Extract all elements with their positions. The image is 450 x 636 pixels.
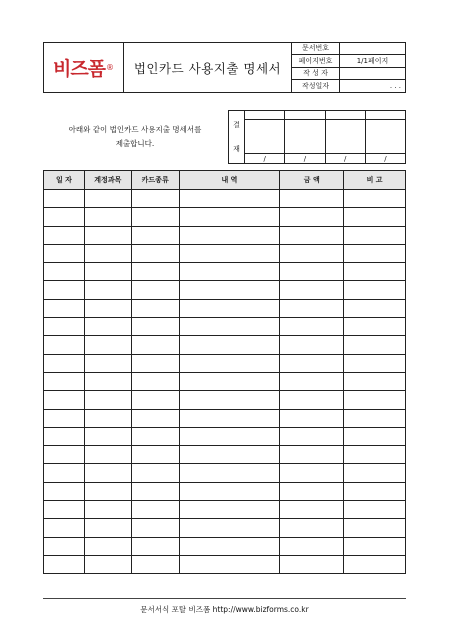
details-cell[interactable] bbox=[179, 537, 280, 555]
account-cell[interactable] bbox=[84, 226, 131, 244]
date-cell[interactable] bbox=[44, 226, 85, 244]
details-cell[interactable] bbox=[179, 409, 280, 427]
amount-cell[interactable] bbox=[280, 464, 344, 482]
ledger-body bbox=[44, 190, 406, 574]
amount-cell[interactable] bbox=[280, 482, 344, 500]
remarks-cell[interactable] bbox=[344, 537, 406, 555]
approval-signature-box[interactable] bbox=[325, 120, 365, 154]
table-row bbox=[44, 446, 406, 464]
account-cell[interactable] bbox=[84, 519, 131, 537]
remarks-cell[interactable] bbox=[344, 208, 406, 226]
registered-mark: ® bbox=[106, 63, 115, 72]
amount-cell[interactable] bbox=[280, 427, 344, 445]
amount-cell[interactable] bbox=[280, 409, 344, 427]
amount-cell[interactable] bbox=[280, 336, 344, 354]
date-cell[interactable] bbox=[44, 482, 85, 500]
details-cell[interactable] bbox=[179, 354, 280, 372]
details-cell[interactable] bbox=[179, 427, 280, 445]
account-cell[interactable] bbox=[84, 336, 131, 354]
account-cell[interactable] bbox=[84, 281, 131, 299]
approval-label-bottom: 재 bbox=[233, 145, 240, 153]
details-cell[interactable] bbox=[179, 446, 280, 464]
account-cell[interactable] bbox=[84, 464, 131, 482]
table-row bbox=[44, 427, 406, 445]
expense-ledger-table bbox=[43, 170, 406, 574]
amount-cell[interactable] bbox=[280, 318, 344, 336]
table-row bbox=[44, 226, 406, 244]
meta-row-doc-number bbox=[292, 43, 405, 55]
details-cell[interactable] bbox=[179, 336, 280, 354]
meta-value[interactable] bbox=[340, 67, 406, 80]
table-row bbox=[44, 519, 406, 537]
card-type-cell[interactable] bbox=[131, 208, 179, 226]
card-type-cell[interactable] bbox=[131, 318, 179, 336]
meta-label: 작 성 자 bbox=[292, 67, 340, 80]
approval-label-top: 결 bbox=[233, 121, 240, 129]
details-cell[interactable] bbox=[179, 281, 280, 299]
date-cell[interactable] bbox=[44, 263, 85, 281]
details-cell[interactable] bbox=[179, 299, 280, 317]
meta-value[interactable] bbox=[340, 43, 406, 55]
intro-statement bbox=[55, 123, 215, 151]
amount-cell[interactable] bbox=[280, 446, 344, 464]
card-type-cell[interactable] bbox=[131, 555, 179, 573]
details-cell[interactable] bbox=[179, 555, 280, 573]
details-cell[interactable] bbox=[179, 482, 280, 500]
remarks-cell[interactable] bbox=[344, 244, 406, 262]
approval-signature-box[interactable] bbox=[365, 120, 405, 154]
approval-label bbox=[229, 111, 245, 164]
column-header-amount: 금 액 bbox=[280, 171, 344, 190]
details-cell[interactable] bbox=[179, 318, 280, 336]
card-type-cell[interactable] bbox=[131, 409, 179, 427]
meta-label: 페이지번호 bbox=[292, 55, 340, 68]
meta-value[interactable]: . . . bbox=[340, 80, 406, 92]
column-header-details: 내 역 bbox=[179, 171, 280, 190]
table-row bbox=[44, 501, 406, 519]
amount-cell[interactable] bbox=[280, 372, 344, 390]
card-type-cell[interactable] bbox=[131, 372, 179, 390]
table-row bbox=[44, 354, 406, 372]
remarks-cell[interactable] bbox=[344, 427, 406, 445]
details-cell[interactable] bbox=[179, 501, 280, 519]
approval-position-cell[interactable] bbox=[365, 111, 405, 120]
approval-date-cell[interactable]: / bbox=[325, 154, 365, 164]
amount-cell[interactable] bbox=[280, 208, 344, 226]
card-type-cell[interactable] bbox=[131, 190, 179, 208]
document-header bbox=[43, 42, 406, 93]
approval-date-cell[interactable]: / bbox=[285, 154, 325, 164]
column-header-account: 계정과목 bbox=[84, 171, 131, 190]
date-cell[interactable] bbox=[44, 208, 85, 226]
account-cell[interactable] bbox=[84, 208, 131, 226]
card-type-cell[interactable] bbox=[131, 336, 179, 354]
date-cell[interactable] bbox=[44, 446, 85, 464]
remarks-cell[interactable] bbox=[344, 190, 406, 208]
amount-cell[interactable] bbox=[280, 244, 344, 262]
remarks-cell[interactable] bbox=[344, 464, 406, 482]
amount-cell[interactable] bbox=[280, 391, 344, 409]
remarks-cell[interactable] bbox=[344, 372, 406, 390]
remarks-cell[interactable] bbox=[344, 263, 406, 281]
table-row bbox=[44, 336, 406, 354]
card-type-cell[interactable] bbox=[131, 482, 179, 500]
ledger-header-row bbox=[44, 171, 406, 190]
intro-line-2: 제출합니다. bbox=[115, 139, 155, 148]
table-row bbox=[44, 391, 406, 409]
details-cell[interactable] bbox=[179, 226, 280, 244]
details-cell[interactable] bbox=[179, 244, 280, 262]
account-cell[interactable] bbox=[84, 427, 131, 445]
card-type-cell[interactable] bbox=[131, 464, 179, 482]
details-cell[interactable] bbox=[179, 190, 280, 208]
amount-cell[interactable] bbox=[280, 299, 344, 317]
date-cell[interactable] bbox=[44, 409, 85, 427]
table-row bbox=[44, 409, 406, 427]
details-cell[interactable] bbox=[179, 391, 280, 409]
table-row bbox=[44, 190, 406, 208]
account-cell[interactable] bbox=[84, 482, 131, 500]
details-cell[interactable] bbox=[179, 263, 280, 281]
date-cell[interactable] bbox=[44, 281, 85, 299]
remarks-cell[interactable] bbox=[344, 446, 406, 464]
approval-position-cell[interactable] bbox=[325, 111, 365, 120]
approval-signature-box[interactable] bbox=[245, 120, 285, 154]
amount-cell[interactable] bbox=[280, 190, 344, 208]
card-type-cell[interactable] bbox=[131, 427, 179, 445]
meta-label: 작성일자 bbox=[292, 80, 340, 92]
account-cell[interactable] bbox=[84, 318, 131, 336]
table-row bbox=[44, 318, 406, 336]
remarks-cell[interactable] bbox=[344, 281, 406, 299]
remarks-cell[interactable] bbox=[344, 555, 406, 573]
table-row bbox=[44, 372, 406, 390]
meta-row-page-number bbox=[292, 55, 405, 68]
remarks-cell[interactable] bbox=[344, 318, 406, 336]
date-cell[interactable] bbox=[44, 190, 85, 208]
approval-signature-grid bbox=[228, 110, 406, 164]
date-cell[interactable] bbox=[44, 555, 85, 573]
card-type-cell[interactable] bbox=[131, 244, 179, 262]
date-cell[interactable] bbox=[44, 519, 85, 537]
meta-row-author bbox=[292, 67, 405, 80]
account-cell[interactable] bbox=[84, 299, 131, 317]
date-cell[interactable] bbox=[44, 318, 85, 336]
logo-text: 비즈폼 bbox=[52, 58, 106, 80]
meta-row-date bbox=[292, 80, 405, 92]
remarks-cell[interactable] bbox=[344, 501, 406, 519]
document-title: 법인카드 사용지출 명세서 bbox=[124, 43, 292, 92]
table-row bbox=[44, 299, 406, 317]
amount-cell[interactable] bbox=[280, 555, 344, 573]
account-cell[interactable] bbox=[84, 354, 131, 372]
column-header-card-type: 카드종류 bbox=[131, 171, 179, 190]
table-row bbox=[44, 263, 406, 281]
card-type-cell[interactable] bbox=[131, 537, 179, 555]
table-row bbox=[44, 482, 406, 500]
approval-signature-box[interactable] bbox=[285, 120, 325, 154]
bizforms-logo bbox=[44, 43, 124, 92]
remarks-cell[interactable] bbox=[344, 519, 406, 537]
approval-date-cell[interactable]: / bbox=[365, 154, 405, 164]
approval-position-cell[interactable] bbox=[245, 111, 285, 120]
amount-cell[interactable] bbox=[280, 519, 344, 537]
remarks-cell[interactable] bbox=[344, 391, 406, 409]
card-type-cell[interactable] bbox=[131, 281, 179, 299]
account-cell[interactable] bbox=[84, 190, 131, 208]
remarks-cell[interactable] bbox=[344, 354, 406, 372]
date-cell[interactable] bbox=[44, 299, 85, 317]
account-cell[interactable] bbox=[84, 555, 131, 573]
card-type-cell[interactable] bbox=[131, 446, 179, 464]
account-cell[interactable] bbox=[84, 391, 131, 409]
remarks-cell[interactable] bbox=[344, 226, 406, 244]
meta-value[interactable]: 1/1페이지 bbox=[340, 55, 406, 68]
column-header-date: 일 자 bbox=[44, 171, 85, 190]
account-cell[interactable] bbox=[84, 409, 131, 427]
amount-cell[interactable] bbox=[280, 281, 344, 299]
account-cell[interactable] bbox=[84, 244, 131, 262]
intro-line-1: 아래와 같이 법인카드 사용지출 명세서를 bbox=[68, 125, 202, 134]
table-row bbox=[44, 244, 406, 262]
meta-label: 문서번호 bbox=[292, 43, 340, 55]
card-type-cell[interactable] bbox=[131, 226, 179, 244]
amount-cell[interactable] bbox=[280, 226, 344, 244]
card-type-cell[interactable] bbox=[131, 391, 179, 409]
details-cell[interactable] bbox=[179, 372, 280, 390]
approval-position-cell[interactable] bbox=[285, 111, 325, 120]
date-cell[interactable] bbox=[44, 501, 85, 519]
card-type-cell[interactable] bbox=[131, 519, 179, 537]
approval-header-row bbox=[229, 111, 406, 120]
column-header-remarks: 비 고 bbox=[344, 171, 406, 190]
approval-signature-row bbox=[229, 120, 406, 154]
remarks-cell[interactable] bbox=[344, 299, 406, 317]
approval-date-cell[interactable]: / bbox=[245, 154, 285, 164]
remarks-cell[interactable] bbox=[344, 409, 406, 427]
account-cell[interactable] bbox=[84, 501, 131, 519]
card-type-cell[interactable] bbox=[131, 501, 179, 519]
card-type-cell[interactable] bbox=[131, 263, 179, 281]
card-type-cell[interactable] bbox=[131, 354, 179, 372]
document-meta-table bbox=[292, 43, 405, 92]
account-cell[interactable] bbox=[84, 372, 131, 390]
details-cell[interactable] bbox=[179, 464, 280, 482]
table-row bbox=[44, 537, 406, 555]
remarks-cell[interactable] bbox=[344, 482, 406, 500]
table-row bbox=[44, 208, 406, 226]
date-cell[interactable] bbox=[44, 427, 85, 445]
date-cell[interactable] bbox=[44, 354, 85, 372]
table-row bbox=[44, 281, 406, 299]
amount-cell[interactable] bbox=[280, 501, 344, 519]
card-type-cell[interactable] bbox=[131, 299, 179, 317]
details-cell[interactable] bbox=[179, 519, 280, 537]
details-cell[interactable] bbox=[179, 208, 280, 226]
amount-cell[interactable] bbox=[280, 537, 344, 555]
date-cell[interactable] bbox=[44, 244, 85, 262]
date-cell[interactable] bbox=[44, 391, 85, 409]
date-cell[interactable] bbox=[44, 464, 85, 482]
account-cell[interactable] bbox=[84, 446, 131, 464]
table-row bbox=[44, 555, 406, 573]
remarks-cell[interactable] bbox=[344, 336, 406, 354]
table-row bbox=[44, 464, 406, 482]
approval-date-row bbox=[229, 154, 406, 164]
date-cell[interactable] bbox=[44, 336, 85, 354]
date-cell[interactable] bbox=[44, 372, 85, 390]
account-cell[interactable] bbox=[84, 537, 131, 555]
date-cell[interactable] bbox=[44, 537, 85, 555]
amount-cell[interactable] bbox=[280, 263, 344, 281]
footer-divider bbox=[43, 598, 406, 599]
amount-cell[interactable] bbox=[280, 354, 344, 372]
footer-text: 문서서식 포탈 비즈폼 http://www.bizforms.co.kr bbox=[140, 605, 309, 614]
account-cell[interactable] bbox=[84, 263, 131, 281]
